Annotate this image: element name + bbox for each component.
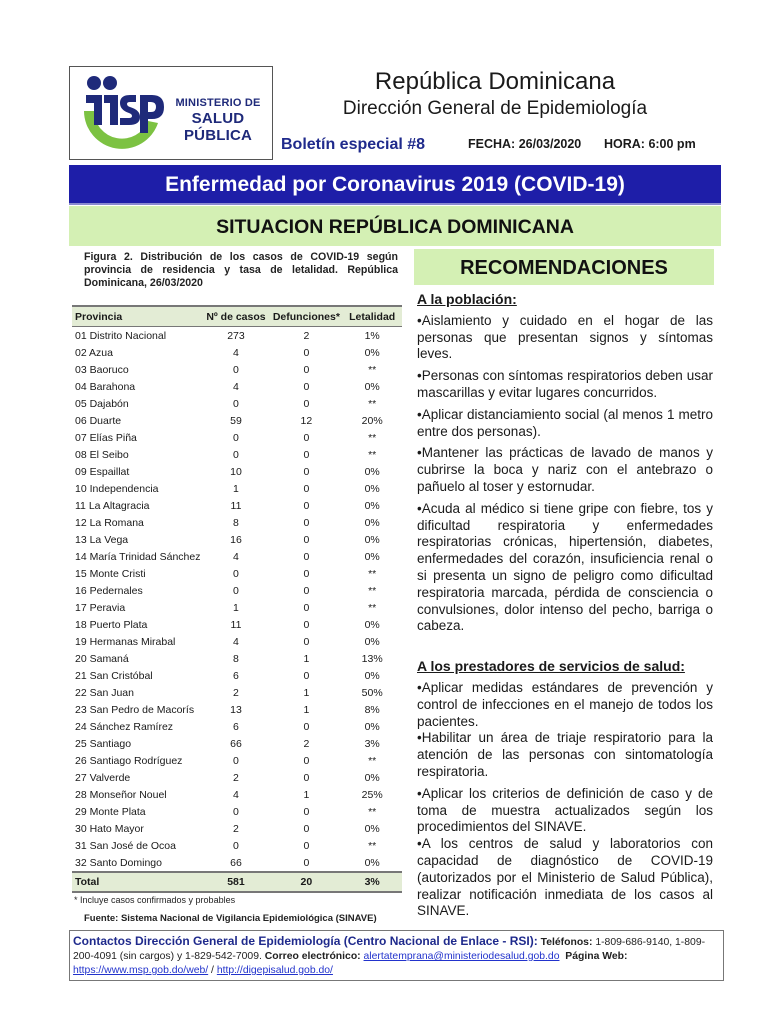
- case-count: 59: [230, 414, 242, 427]
- death-count: 2: [303, 737, 310, 750]
- province-name: 21 San Cristóbal: [75, 669, 153, 682]
- province-name: 18 Puerto Plata: [75, 618, 148, 631]
- lethality-rate: 50%: [361, 686, 383, 699]
- col-header-letalidad: Letalidad: [342, 306, 402, 327]
- case-count: 66: [230, 856, 242, 869]
- table-row: [72, 769, 402, 786]
- country-title: República Dominicana: [374, 68, 616, 95]
- providers-item: • Habilitar un área de triaje respiratorio para la atención de las personas con sintomatología respiratoria.: [417, 730, 713, 780]
- case-count: 0: [233, 584, 239, 597]
- table-total-row: [72, 872, 402, 892]
- province-name: 23 San Pedro de Macorís: [75, 703, 195, 716]
- death-count: 0: [303, 856, 310, 869]
- total-lethality: 3%: [342, 872, 402, 892]
- web-link-digepi[interactable]: http://digepisalud.gob.do/: [216, 965, 333, 976]
- providers-item: • A los centros de salud y laboratorios con capacidad de diagnóstico de COVID-19 (autorizados por el Ministerio de Salud Pública), realizar notificación inmediata de los casos al SINAVE.: [417, 836, 713, 920]
- lethality-rate: 0%: [364, 822, 380, 835]
- case-count: 6: [233, 669, 239, 682]
- death-count: 0: [303, 516, 310, 529]
- table-row: [72, 429, 402, 446]
- department-title: Dirección General de Epidemiología: [342, 98, 648, 119]
- table-row: [72, 752, 402, 769]
- case-count: 66: [230, 737, 242, 750]
- recommendations-body: [417, 291, 713, 925]
- case-count: 1: [233, 482, 239, 495]
- web-link-msp[interactable]: https://www.msp.gob.do/web/: [73, 965, 209, 976]
- province-name: 09 Espaillat: [75, 465, 130, 478]
- case-count: 4: [233, 788, 239, 801]
- case-count: 0: [233, 448, 239, 461]
- province-name: 32 Santo Domingo: [75, 856, 162, 869]
- death-count: 0: [303, 499, 310, 512]
- lethality-rate: 0%: [364, 499, 380, 512]
- table-row: [72, 701, 402, 718]
- lethality-rate: 20%: [361, 414, 383, 427]
- death-count: 0: [303, 550, 310, 563]
- death-count: 2: [303, 329, 310, 342]
- table-row: [72, 803, 402, 820]
- subtitle-banner: SITUACION REPÚBLICA DOMINICANA: [69, 206, 721, 246]
- province-name: 17 Peravia: [75, 601, 126, 614]
- lethality-rate: **: [368, 839, 377, 852]
- case-count: 0: [233, 805, 239, 818]
- phones-label: Teléfonos:: [540, 937, 593, 948]
- case-count: 4: [233, 635, 239, 648]
- providers-item: • Aplicar medidas estándares de prevención y control de infecciones en el manejo de todos los pacientes.: [417, 680, 713, 730]
- lethality-rate: **: [368, 448, 377, 461]
- total-label: Total: [72, 872, 201, 892]
- table-row: [72, 378, 402, 395]
- logo-line1: MINISTERIO DE: [175, 97, 261, 109]
- table-row: [72, 820, 402, 837]
- case-count: 0: [233, 363, 239, 376]
- table-row: [72, 565, 402, 582]
- death-count: 0: [303, 363, 310, 376]
- case-count: 16: [230, 533, 242, 546]
- province-name: 02 Azua: [75, 346, 113, 359]
- case-count: 2: [233, 771, 239, 784]
- death-count: 1: [303, 703, 310, 716]
- total-deaths: 20: [270, 872, 342, 892]
- col-header-provincia: Provincia: [72, 306, 201, 327]
- email-link[interactable]: alertatemprana@ministeriodesalud.gob.do: [363, 951, 560, 962]
- col-header-defunciones: Defunciones*: [270, 306, 342, 327]
- total-cases: 581: [201, 872, 270, 892]
- population-item: • Acuda al médico si tiene gripe con fiebre, tos y dificultad respiratoria y enfermedades respiratorias crónicas, hipertensión, diabetes, enfermedades del corazón, insuficiencia renal o si presenta un signo de peligro como dificultad respiratoria marcada, pérdida de consciencia o convulsiones, dolor intenso del pecho, barriga o cabeza.: [417, 501, 713, 635]
- death-count: 1: [303, 686, 310, 699]
- death-count: 12: [300, 414, 313, 427]
- table-row: [72, 633, 402, 650]
- case-count: 4: [233, 550, 239, 563]
- province-name: 20 Samaná: [75, 652, 129, 665]
- lethality-rate: **: [368, 397, 377, 410]
- table-row: [72, 463, 402, 480]
- province-name: 12 La Romana: [75, 516, 144, 529]
- providers-item: • Aplicar los criterios de definición de caso y de toma de muestra actualizados según los procedimientos del SINAVE.: [417, 786, 713, 836]
- death-count: 0: [303, 771, 310, 784]
- bulletin-number: Boletín especial #8: [281, 136, 426, 153]
- table-row: [72, 344, 402, 361]
- table-row: [72, 446, 402, 463]
- col-header-casos: Nº de casos: [201, 306, 270, 327]
- province-name: 04 Barahona: [75, 380, 136, 393]
- case-count: 4: [233, 346, 239, 359]
- table-header-row: [72, 306, 402, 327]
- email-label: Correo electrónico:: [264, 951, 361, 962]
- table-row: [72, 854, 402, 872]
- table-footnote: * Incluye casos confirmados y probables: [74, 895, 236, 905]
- case-count: 1: [233, 601, 239, 614]
- province-name: 27 Valverde: [75, 771, 131, 784]
- case-count: 11: [230, 499, 242, 512]
- lethality-rate: **: [368, 754, 377, 767]
- death-count: 0: [303, 635, 310, 648]
- province-name: 03 Baoruco: [75, 363, 129, 376]
- table-row: [72, 837, 402, 854]
- case-count: 8: [233, 516, 239, 529]
- death-count: 0: [303, 618, 310, 631]
- table-row: [72, 616, 402, 633]
- death-count: 0: [303, 584, 310, 597]
- province-name: 08 El Seibo: [75, 448, 129, 461]
- table-row: [72, 412, 402, 429]
- lethality-rate: 0%: [364, 669, 380, 682]
- province-name: 25 Santiago: [75, 737, 132, 750]
- case-count: 273: [227, 329, 245, 342]
- recommendations-title: RECOMENDACIONES: [414, 249, 714, 285]
- case-count: 6: [233, 720, 239, 733]
- lethality-rate: 0%: [364, 635, 380, 648]
- death-count: 0: [303, 839, 310, 852]
- lethality-rate: 0%: [364, 482, 380, 495]
- table-row: [72, 531, 402, 548]
- province-name: 01 Distrito Nacional: [75, 329, 167, 342]
- province-name: 11 La Altagracia: [75, 499, 150, 512]
- province-name: 30 Hato Mayor: [75, 822, 144, 835]
- table-row: [72, 514, 402, 531]
- table-row: [72, 327, 402, 345]
- case-count: 0: [233, 754, 239, 767]
- province-name: 16 Pedernales: [75, 584, 143, 597]
- population-item: • Aplicar distanciamiento social (al menos 1 metro entre dos personas).: [417, 407, 713, 441]
- lethality-rate: **: [368, 567, 377, 580]
- province-name: 19 Hermanas Mirabal: [75, 635, 176, 648]
- table-row: [72, 361, 402, 378]
- province-name: 15 Monte Cristi: [75, 567, 146, 580]
- cases-by-province-table: [72, 305, 402, 893]
- death-count: 0: [303, 805, 310, 818]
- province-name: 22 San Juan: [75, 686, 134, 699]
- death-count: 0: [303, 380, 310, 393]
- table-row: [72, 735, 402, 752]
- death-count: 0: [303, 533, 310, 546]
- death-count: 1: [303, 652, 310, 665]
- table-row: [72, 650, 402, 667]
- death-count: 0: [303, 465, 310, 478]
- case-count: 0: [233, 397, 239, 410]
- population-item: • Personas con síntomas respiratorios deben usar mascarillas y evitar lugares concurridos.: [417, 368, 713, 402]
- table-source: Fuente: Sistema Nacional de Vigilancia Epidemiológica (SINAVE): [84, 913, 377, 924]
- table-row: [72, 395, 402, 412]
- bulletin-time: HORA: 6:00 pm: [604, 137, 696, 151]
- lethality-rate: **: [368, 601, 377, 614]
- phones-value: 1-809-686-9140, 1-809-200-4091 (sin cargos) y 1-829-542-7009.: [73, 937, 706, 962]
- logo-text: [166, 97, 270, 144]
- table-row: [72, 548, 402, 565]
- province-name: 14 María Trinidad Sánchez: [75, 550, 201, 563]
- death-count: 0: [303, 822, 310, 835]
- lethality-rate: 0%: [364, 771, 380, 784]
- table-row: [72, 718, 402, 735]
- population-heading: A la población:: [417, 291, 517, 307]
- lethality-rate: 0%: [364, 380, 380, 393]
- case-count: 2: [233, 822, 239, 835]
- table-row: [72, 497, 402, 514]
- case-count: 10: [230, 465, 242, 478]
- province-name: 05 Dajabón: [75, 397, 129, 410]
- death-count: 0: [303, 567, 310, 580]
- death-count: 0: [303, 669, 310, 682]
- logo-line2: SALUD PÚBLICA: [183, 110, 253, 144]
- lethality-rate: 8%: [364, 703, 380, 716]
- lethality-rate: **: [368, 363, 377, 376]
- table-row: [72, 599, 402, 616]
- death-count: 0: [303, 346, 310, 359]
- province-name: 10 Independencia: [75, 482, 159, 495]
- province-name: 31 San José de Ocoa: [75, 839, 176, 852]
- death-count: 0: [303, 448, 310, 461]
- case-count: 4: [233, 380, 239, 393]
- population-item: • Mantener las prácticas de lavado de manos y cubrirse la boca y nariz con el antebrazo o pañuelo al toser y estornudar.: [417, 445, 713, 495]
- lethality-rate: 1%: [364, 329, 380, 342]
- providers-heading: A los prestadores de servicios de salud:: [417, 658, 685, 675]
- table-row: [72, 582, 402, 599]
- lethality-rate: 0%: [364, 465, 380, 478]
- lethality-rate: 0%: [364, 346, 380, 359]
- bulletin-date: FECHA: 26/03/2020: [468, 137, 582, 151]
- case-count: 11: [230, 618, 242, 631]
- lethality-rate: **: [368, 584, 377, 597]
- province-name: 13 La Vega: [75, 533, 129, 546]
- province-name: 24 Sánchez Ramírez: [75, 720, 174, 733]
- case-count: 0: [233, 431, 239, 444]
- death-count: 1: [303, 788, 310, 801]
- figure-caption: Figura 2. Distribución de los casos de COVID-19 según provincia de residencia y tasa de letalidad. República Dominicana, 26/03/2020: [84, 251, 398, 289]
- lethality-rate: 3%: [364, 737, 380, 750]
- lethality-rate: **: [368, 805, 377, 818]
- lethality-rate: 0%: [364, 533, 380, 546]
- death-count: 0: [303, 601, 310, 614]
- case-count: 0: [233, 839, 239, 852]
- death-count: 0: [303, 754, 310, 767]
- lethality-rate: 13%: [361, 652, 383, 665]
- lethality-rate: 0%: [364, 550, 380, 563]
- death-count: 0: [303, 431, 310, 444]
- table-row: [72, 667, 402, 684]
- case-count: 13: [230, 703, 242, 716]
- province-name: 28 Monseñor Nouel: [75, 788, 167, 801]
- death-count: 0: [303, 397, 310, 410]
- msp-logo-icon: [78, 73, 164, 153]
- table-row: [72, 684, 402, 701]
- case-count: 2: [233, 686, 239, 699]
- province-name: 06 Duarte: [75, 414, 122, 427]
- lethality-rate: 0%: [364, 618, 380, 631]
- lethality-rate: 0%: [364, 720, 380, 733]
- lethality-rate: 0%: [364, 856, 380, 869]
- lethality-rate: 0%: [364, 516, 380, 529]
- lethality-rate: **: [368, 431, 377, 444]
- province-name: 29 Monte Plata: [75, 805, 146, 818]
- death-count: 0: [303, 482, 310, 495]
- web-label: Página Web:: [565, 951, 628, 962]
- table-row: [72, 786, 402, 803]
- title-banner: Enfermedad por Coronavirus 2019 (COVID-19): [69, 165, 721, 205]
- contacts-lead: Contactos Dirección General de Epidemiología (Centro Nacional de Enlace - RSI):: [73, 934, 538, 948]
- province-name: 26 Santiago Rodríguez: [75, 754, 183, 767]
- case-count: 8: [233, 652, 239, 665]
- population-item: • Aislamiento y cuidado en el hogar de las personas que presentan signos y síntomas leves.: [417, 313, 713, 363]
- lethality-rate: 25%: [361, 788, 383, 801]
- death-count: 0: [303, 720, 310, 733]
- link-separator: /: [211, 965, 214, 976]
- msp-logo: [69, 66, 273, 160]
- province-name: 07 Elías Piña: [75, 431, 137, 444]
- contacts-footer: [69, 930, 724, 981]
- case-count: 0: [233, 567, 239, 580]
- table-row: [72, 480, 402, 497]
